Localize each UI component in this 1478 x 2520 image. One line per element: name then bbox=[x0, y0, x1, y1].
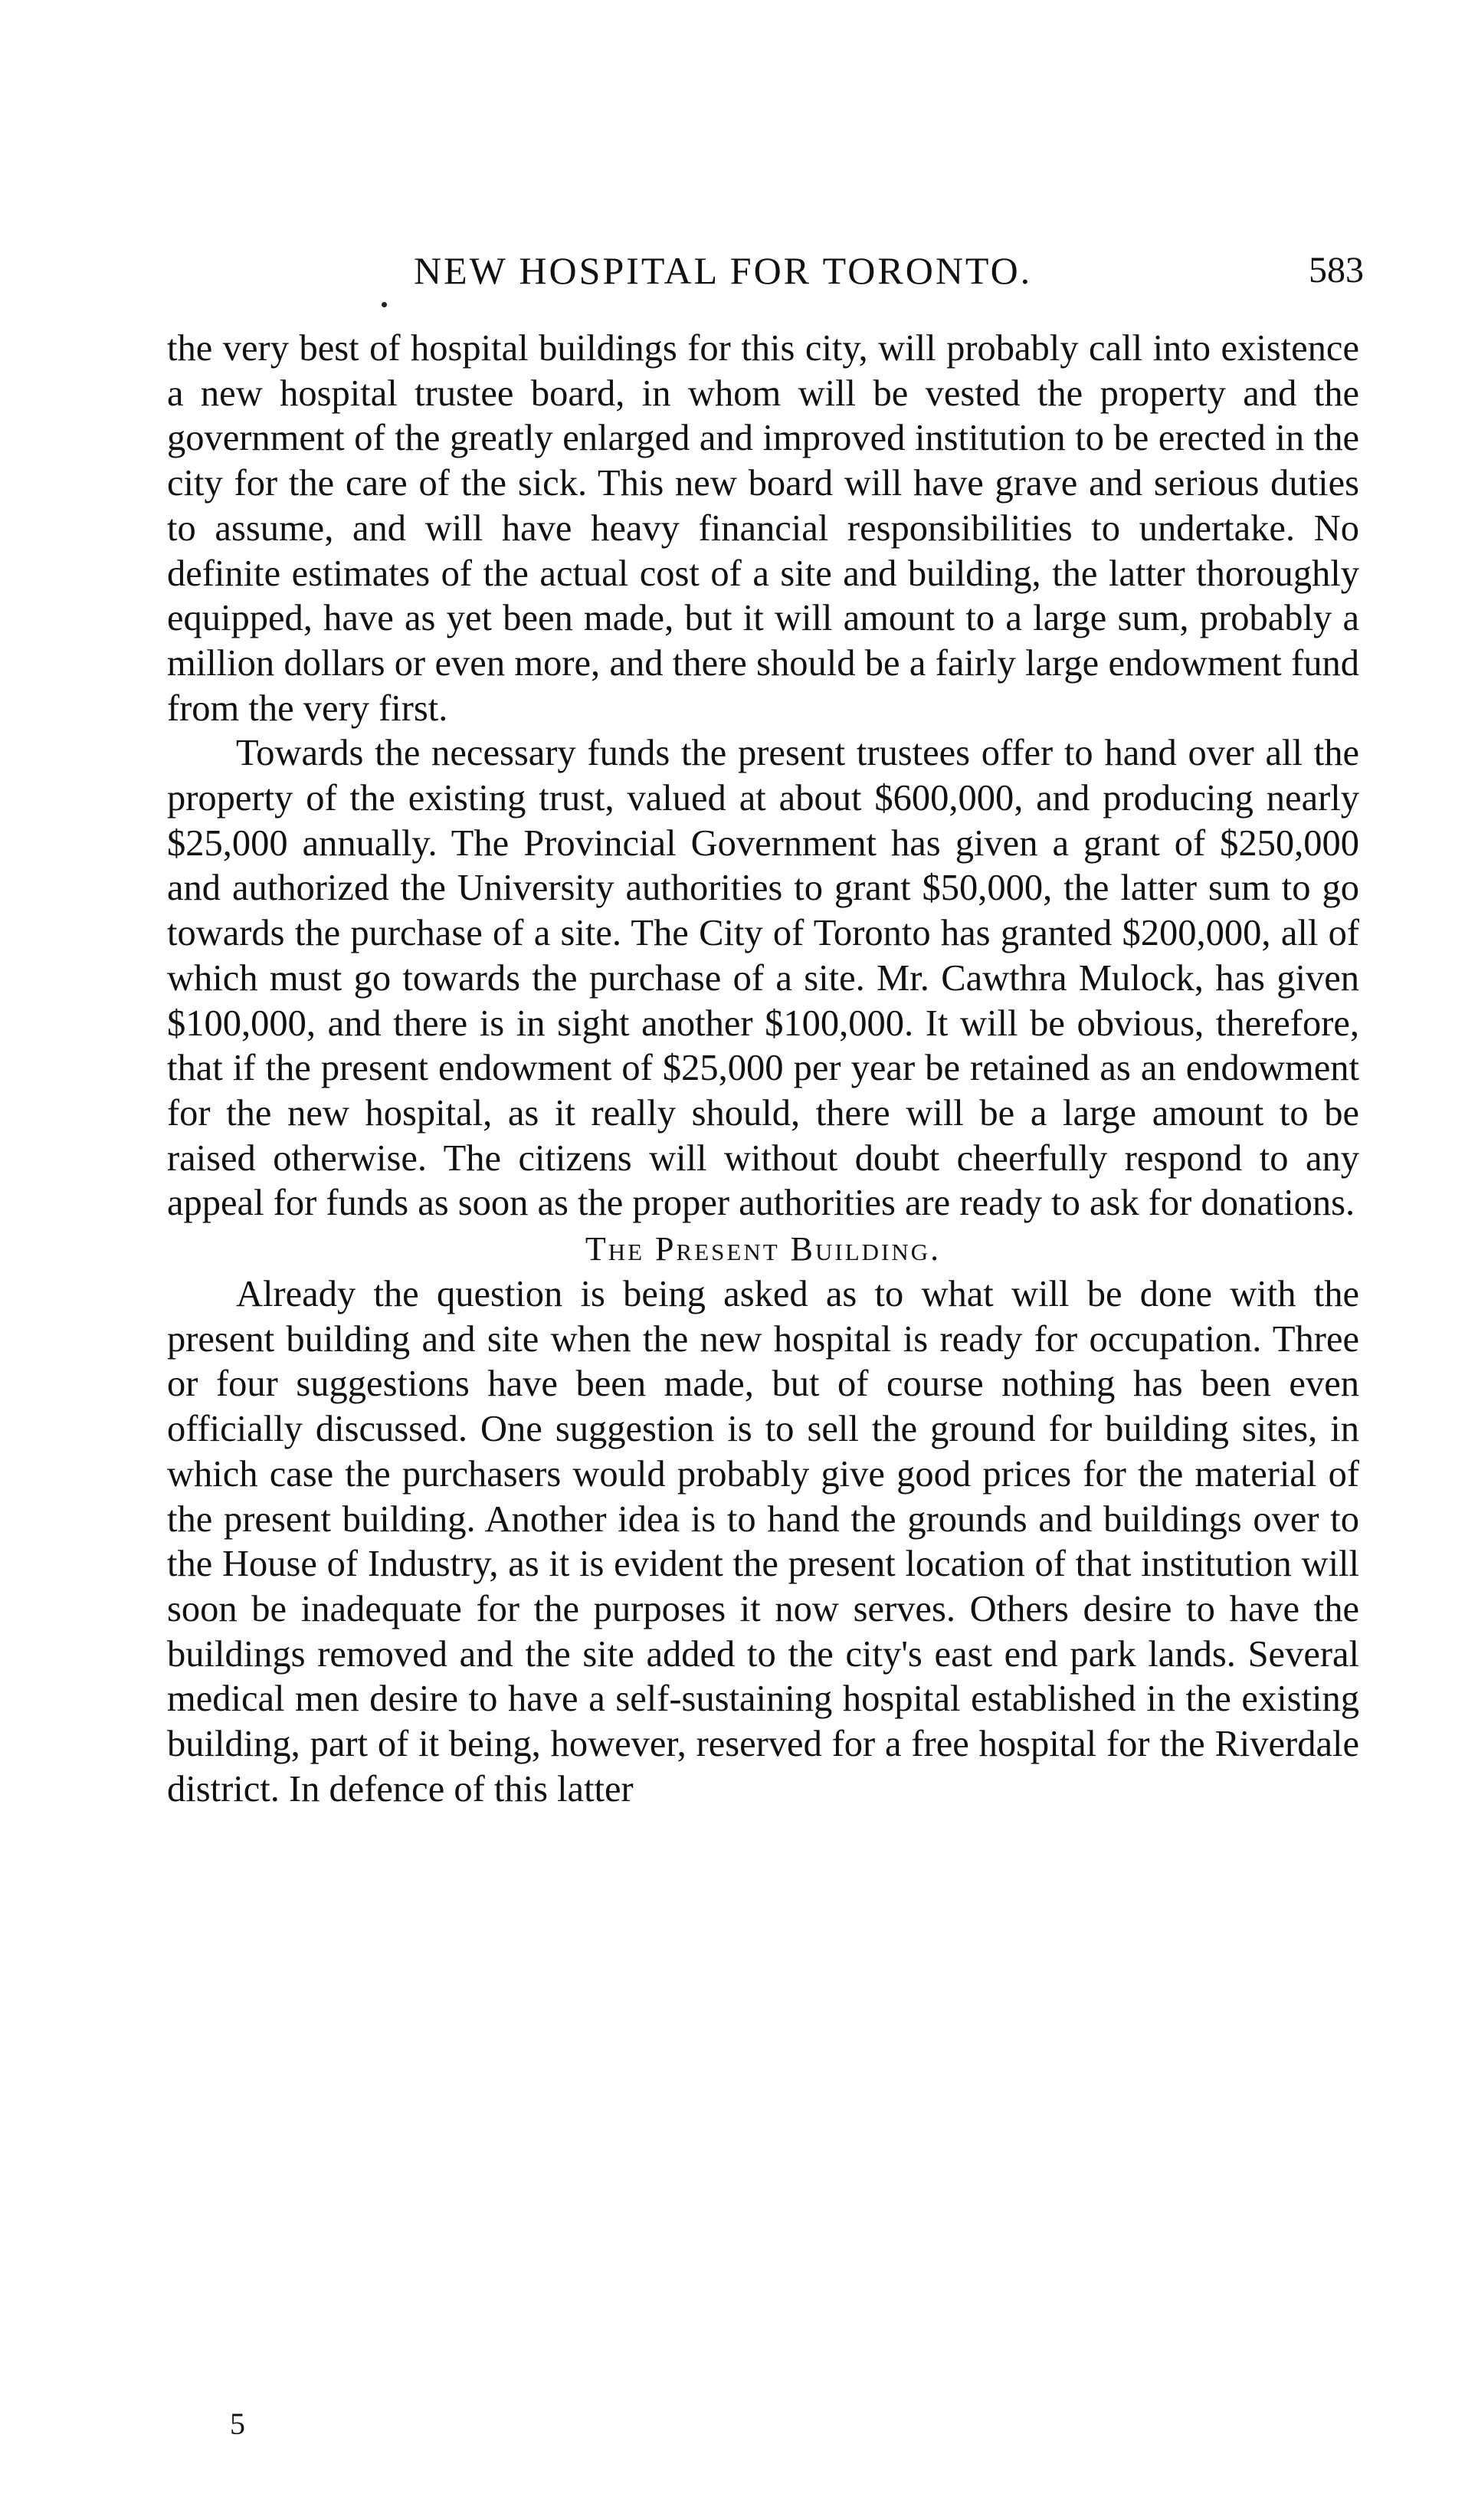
ink-dot bbox=[382, 302, 387, 307]
paragraph-continuation: the very best of hospital buildings for this city, will probably call into existence a new hospital trustee board, in whom will be vested the property and the government of the greatly enlarged and improved institution to be erected in the city for the care of the sick. This new board will have grave and serious duties to assume, and will have heavy financial responsibilities to undertake. No definite estimates of the actual cost of a site and building, the latter thoroughly equipped, have as yet been made, but it will amount to a large sum, probably a million dollars or even more, and there should be a fairly large endowment fund from the very first. bbox=[167, 328, 1359, 729]
body-text bbox=[167, 326, 1359, 1813]
paragraph-present-building: Already the question is being asked as to what will be done with the present building and site when the new hospital is ready for occupation. Three or four suggestions have been made, but of course nothing has been even officially discussed. One suggestion is to sell the ground for building sites, in which case the purchasers would probably give good prices for the material of the present building. Another idea is to hand the grounds and buildings over to the House of Industry, as it is evident the present location of that institution will soon be inadequate for the purposes it now serves. Others desire to have the buildings removed and the site added to the city's east end park lands. Several medical men desire to have a self-sustaining hospital established in the existing building, part of it being, however, reserved for a free hospital for the Riverdale district. In defence of this latter bbox=[167, 1274, 1359, 1810]
paragraph-funds: Towards the necessary funds the present trustees offer to hand over all the property of the existing trust, valued at about $600,000, and producing nearly $25,000 annually. The Provincial Government has given a grant of $250,000 and authorized the University authorities to grant $50,000, the latter sum to go towards the purchase of a site. The City of Toronto has granted $200,000, all of which must go towards the purchase of a site. Mr. Cawthra Mulock, has given $100,000, and there is in sight another $100,000. It will be obvious, therefore, that if the present endowment of $25,000 per year be retained as an endowment for the new hospital, as it really should, there will be a large amount to be raised otherwise. The citizens will without doubt cheerfully respond to any appeal for funds as soon as the proper authorities are ready to ask for donations. bbox=[167, 733, 1359, 1224]
signature-mark: 5 bbox=[230, 2407, 245, 2441]
section-heading: The Present Building. bbox=[585, 1230, 942, 1268]
page-number: 583 bbox=[1309, 250, 1364, 290]
running-head bbox=[169, 244, 1364, 297]
running-title: NEW HOSPITAL FOR TORONTO. bbox=[414, 249, 1033, 292]
